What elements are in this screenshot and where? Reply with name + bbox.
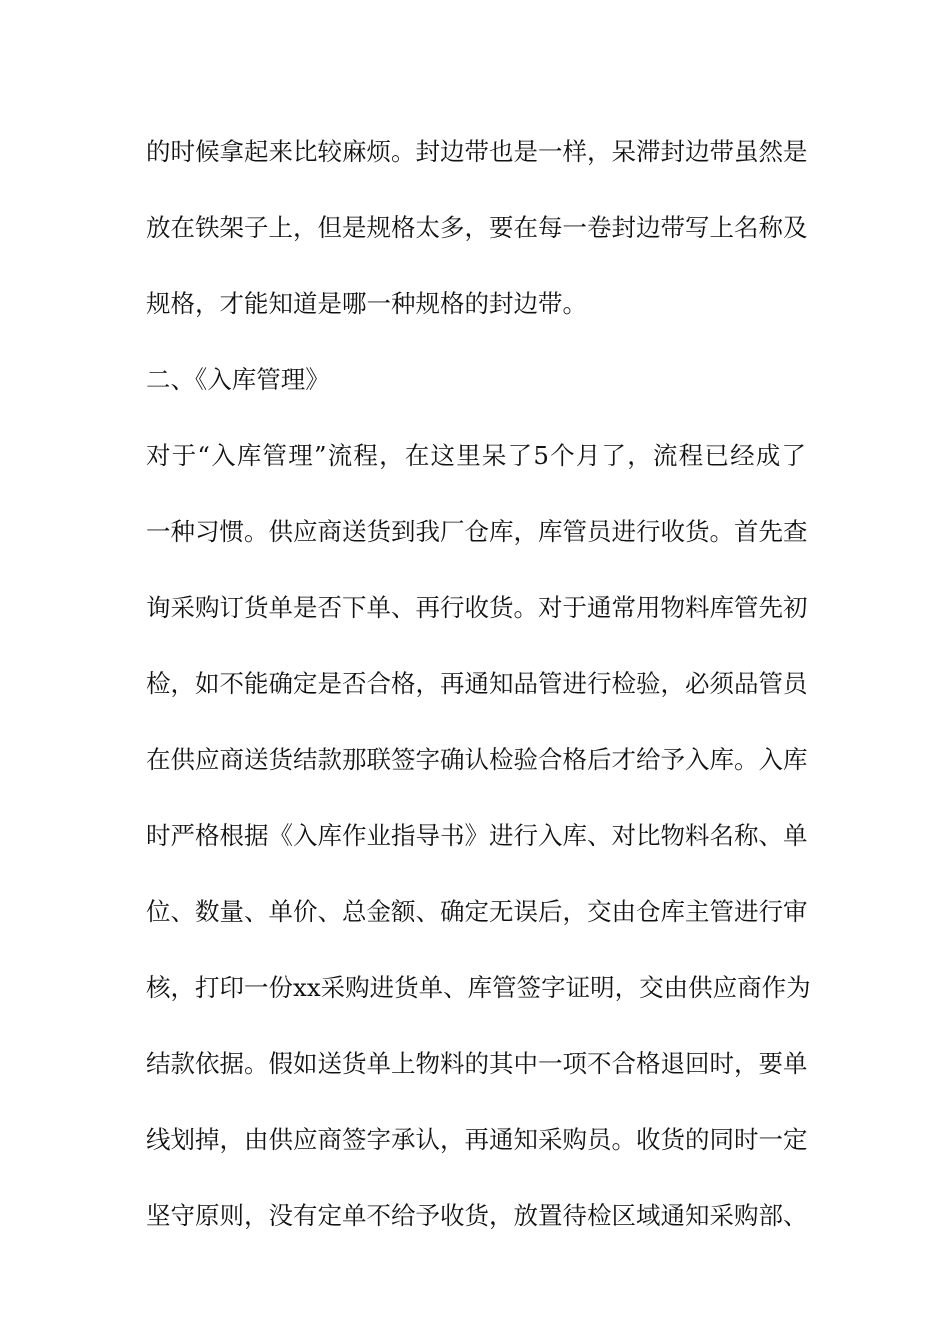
document-body bbox=[146, 128, 811, 1268]
paragraph-line: 结款依据。假如送货单上物料的其中一项不合格退回时，要单 bbox=[146, 1049, 808, 1078]
paragraph-line: 线划掉，由供应商签字承认，再通知采购员。收货的同时一定 bbox=[146, 1125, 808, 1154]
paragraph-line: 核，打印一份xx采购进货单、库管签字证明，交由供应商作为 bbox=[146, 973, 811, 1002]
section-heading: 二、《入库管理》 bbox=[146, 365, 330, 394]
paragraph-line: 的时候拿起来比较麻烦。封边带也是一样，呆滞封边带虽然是 bbox=[146, 137, 808, 166]
paragraph-line: 位、数量、单价、总金额、确定无误后，交由仓库主管进行审 bbox=[146, 897, 808, 926]
paragraph-line: 放在铁架子上，但是规格太多，要在每一卷封边带写上名称及 bbox=[146, 213, 808, 242]
paragraph-line: 坚守原则，没有定单不给予收货，放置待检区域通知采购部、 bbox=[146, 1201, 808, 1230]
paragraph-line: 检，如不能确定是否合格，再通知品管进行检验，必须品管员 bbox=[146, 669, 808, 698]
paragraph-line: 时严格根据《入库作业指导书》进行入库、对比物料名称、单 bbox=[146, 821, 808, 850]
paragraph-line: 询采购订货单是否下单、再行收货。对于通常用物料库管先初 bbox=[146, 593, 808, 622]
paragraph-line: 一种习惯。供应商送货到我厂仓库，库管员进行收货。首先查 bbox=[146, 517, 808, 546]
paragraph-line: 对于“入库管理”流程，在这里呆了5个月了，流程已经成了 bbox=[146, 441, 806, 470]
paragraph-line: 在供应商送货结款那联签字确认检验合格后才给予入库。入库 bbox=[146, 745, 808, 774]
paragraph-line: 规格，才能知道是哪一种规格的封边带。 bbox=[146, 289, 587, 318]
